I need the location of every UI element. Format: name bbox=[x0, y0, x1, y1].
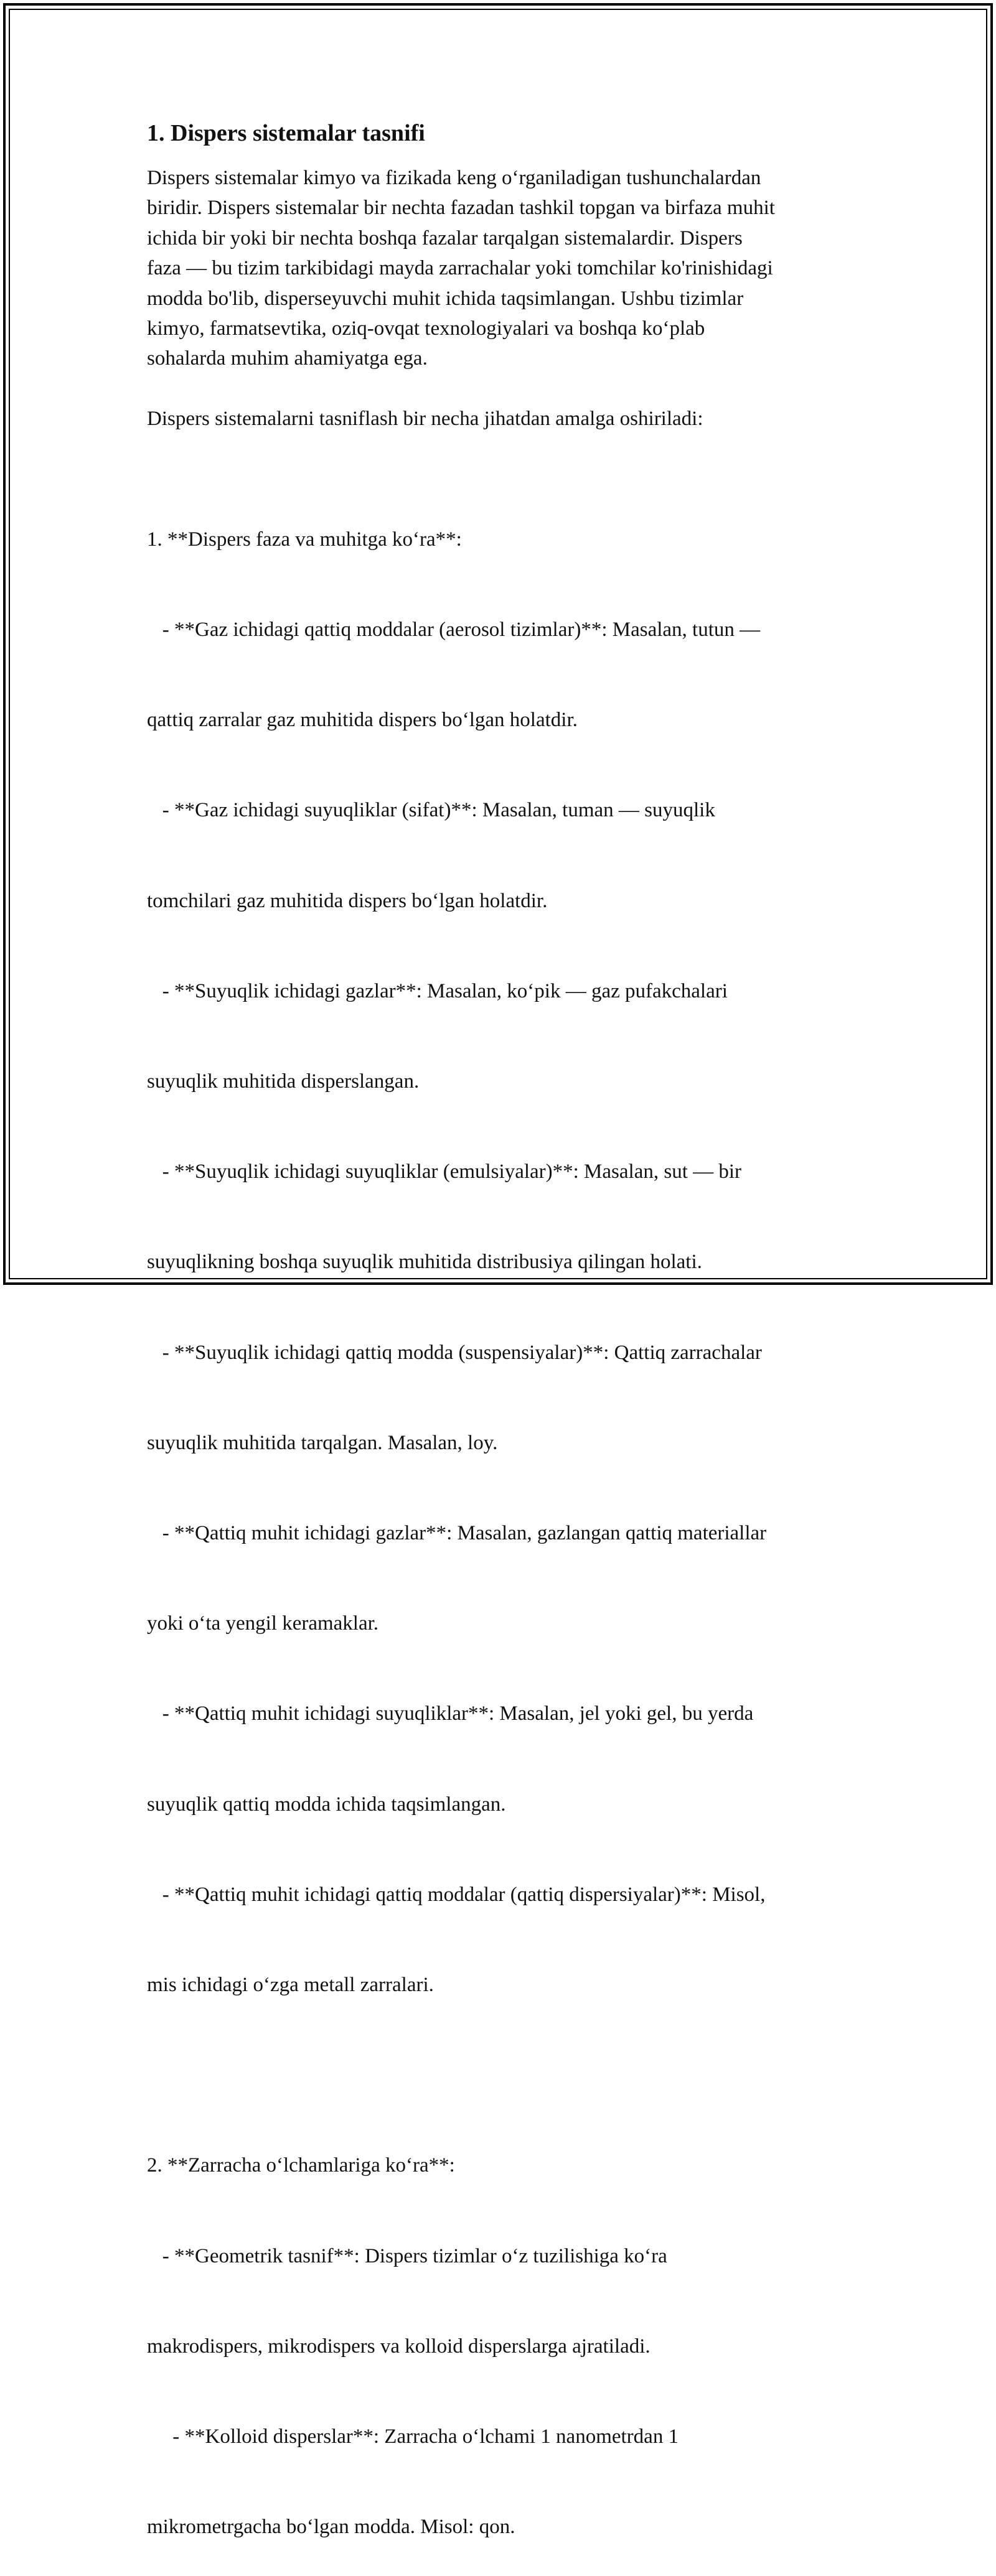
section-1-dispersed-phase bbox=[147, 464, 850, 2060]
text-line: sohalarda muhim ahamiyatga ega. bbox=[147, 347, 428, 370]
list-item-continuation: suyuqlik muhitida disperslangan. bbox=[147, 1070, 420, 1093]
list-item-continuation: tomchilari gaz muhitida dispers bo‘lgan holatdir. bbox=[147, 889, 548, 912]
paragraph-spacing bbox=[147, 2060, 850, 2090]
title-spacing bbox=[147, 149, 850, 163]
text-line: faza — bu tizim tarkibidagi mayda zarrachalar yoki tomchilar ko'rinishidagi bbox=[147, 257, 773, 280]
list-item-continuation: suyuqlik qattiq modda ichida taqsimlangan. bbox=[147, 1793, 506, 1816]
text-line: kimyo, farmatsevtika, oziq-ovqat texnologiyalari va boshqa ko‘plab bbox=[147, 317, 705, 340]
list-item-continuation: makrodispers, mikrodispers va kolloid disperslarga ajratiladi. bbox=[147, 2335, 651, 2358]
document-body bbox=[147, 117, 850, 2576]
list-item-continuation: qattiq zarralar gaz muhitida dispers bo‘lgan holatdir. bbox=[147, 709, 578, 732]
intro-paragraph bbox=[147, 163, 850, 374]
list-item: - **Kolloid disperslar**: Zarracha o‘lchami 1 nanometrdan 1 bbox=[147, 2425, 679, 2448]
section-heading: 2. **Zarracha o‘lchamlariga ko‘ra**: bbox=[147, 2154, 455, 2177]
list-item-continuation: suyuqlikning boshqa suyuqlik muhitida distribusiya qilingan holati. bbox=[147, 1251, 702, 1274]
list-item-continuation: suyuqlik muhitida tarqalgan. Masalan, loy. bbox=[147, 1431, 498, 1454]
text-line: biridir. Dispers sistemalar bir nechta fazadan tashkil topgan va birfaza muhit bbox=[147, 197, 775, 220]
section-heading: 1. **Dispers faza va muhitga ko‘ra**: bbox=[147, 528, 462, 551]
list-item-continuation: mikrometrgacha bo‘lgan modda. Misol: qon. bbox=[147, 2516, 515, 2539]
text-line: modda bo'lib, disperseyuvchi muhit ichida taqsimlangan. Ushbu tizimlar bbox=[147, 287, 744, 310]
list-item: - **Gaz ichidagi suyuqliklar (sifat)**: Masalan, tuman — suyuqlik bbox=[147, 799, 715, 822]
section-2-particle-size bbox=[147, 2091, 850, 2576]
list-item: - **Qattiq muhit ichidagi qattiq moddalar (qattiq dispersiyalar)**: Misol, bbox=[147, 1883, 766, 1906]
list-item-continuation: yoki o‘ta yengil keramaklar. bbox=[147, 1612, 379, 1635]
list-item-continuation: mis ichidagi o‘zga metall zarralari. bbox=[147, 1973, 434, 1996]
list-item: - **Suyuqlik ichidagi suyuqliklar (emulsiyalar)**: Masalan, sut — bir bbox=[147, 1160, 742, 1183]
list-item: - **Qattiq muhit ichidagi suyuqliklar**: Masalan, jel yoki gel, bu yerda bbox=[147, 1702, 754, 1725]
paragraph-spacing bbox=[147, 434, 850, 464]
document-title: 1. Dispers sistemalar tasnifi bbox=[147, 120, 425, 146]
list-item: - **Suyuqlik ichidagi qattiq modda (suspensiyalar)**: Qattiq zarrachalar bbox=[147, 1341, 762, 1364]
text-line: Dispers sistemalarni tasniflash bir necha jihatdan amalga oshiriladi: bbox=[147, 408, 703, 431]
list-item: - **Gaz ichidagi qattiq moddalar (aerosol tizimlar)**: Masalan, tutun — bbox=[147, 618, 761, 641]
text-line: ichida bir yoki bir nechta boshqa fazalar tarqalgan sistemalardir. Dispers bbox=[147, 226, 743, 250]
paragraph-spacing bbox=[147, 374, 850, 404]
list-item: - **Suyuqlik ichidagi gazlar**: Masalan, ko‘pik — gaz pufakchalari bbox=[147, 979, 728, 1002]
list-item: - **Geometrik tasnif**: Dispers tizimlar o‘z tuzilishiga ko‘ra bbox=[147, 2244, 667, 2267]
text-line: Dispers sistemalar kimyo va fizikada keng o‘rganiladigan tushunchalardan bbox=[147, 167, 761, 189]
list-item: - **Qattiq muhit ichidagi gazlar**: Masalan, gazlangan qattiq materiallar bbox=[147, 1521, 767, 1544]
classification-intro-paragraph bbox=[147, 404, 850, 434]
